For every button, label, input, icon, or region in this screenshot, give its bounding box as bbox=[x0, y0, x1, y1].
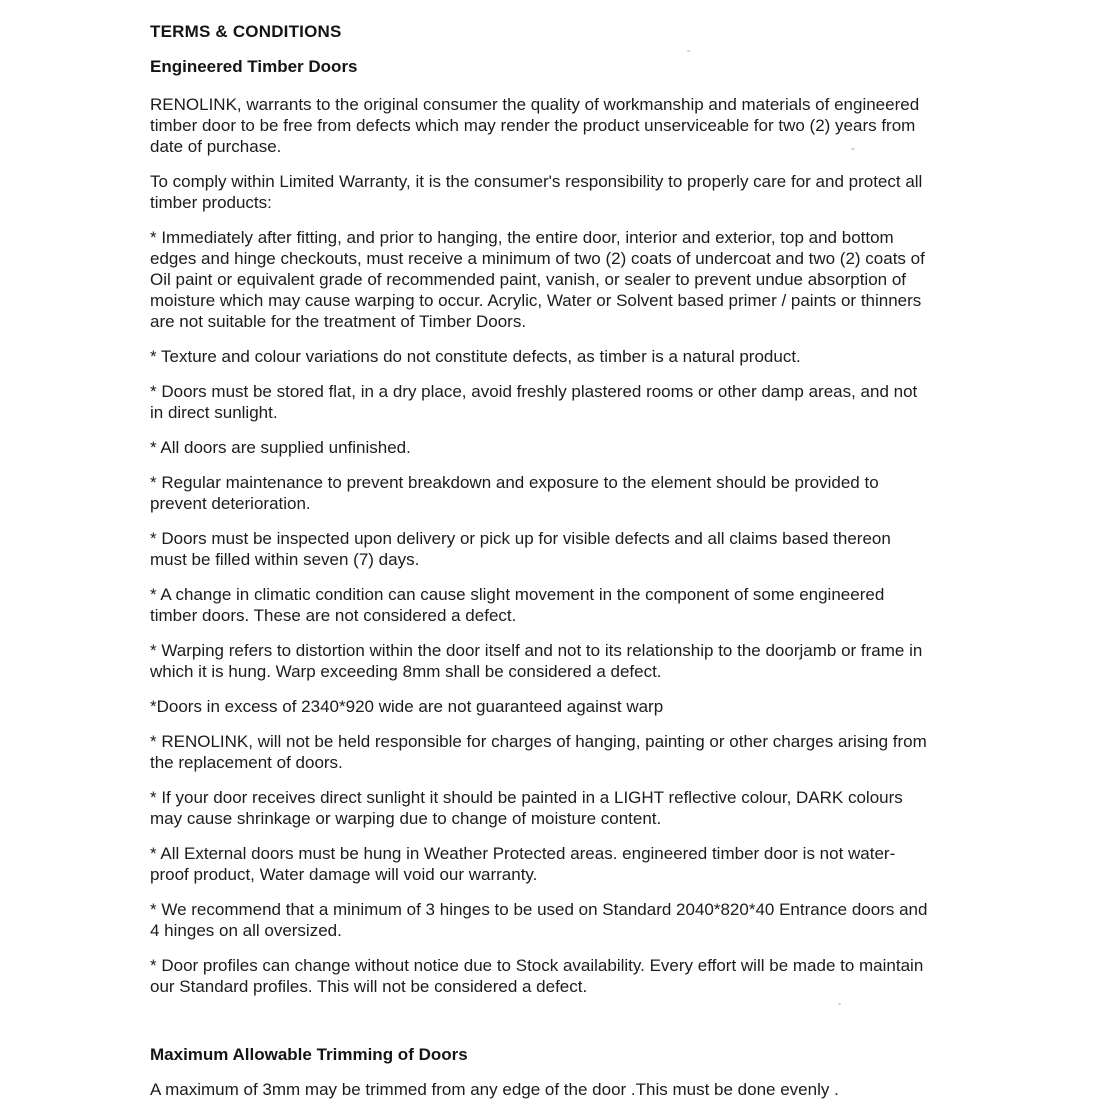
bullet-external-doors-weather: * All External doors must be hung in Weather Protected areas. engineered timber door is not water-proof product, Water damage will void our warranty. bbox=[150, 844, 896, 884]
bullet-regular-maintenance: * Regular maintenance to prevent breakdown and exposure to the element should be provided to prevent deterioration. bbox=[150, 473, 879, 513]
bullet-oversize-warp: *Doors in excess of 2340*920 wide are not guaranteed against warp bbox=[150, 697, 664, 716]
bullet-door-profiles-change: * Door profiles can change without notice due to Stock availability. Every effort will be made to maintain our Standard profiles. This will not be considered a defect. bbox=[150, 956, 924, 996]
paragraph-warranty-intro: RENOLINK, warrants to the original consumer the quality of workmanship and materials of engineered timber door to be free from defects which may render the product unserviceable for two (2) years from date of purchase. bbox=[150, 95, 920, 156]
bullet-stored-flat: * Doors must be stored flat, in a dry place, avoid freshly plastered rooms or other damp areas, and not in direct sunlight. bbox=[150, 382, 918, 422]
trimming-section-heading: Maximum Allowable Trimming of Doors bbox=[150, 1045, 468, 1064]
bullet-direct-sunlight-paint: * If your door receives direct sunlight it should be painted in a LIGHT reflective colour, DARK colours may cause shrinkage or warping due to change of moisture content. bbox=[150, 788, 903, 828]
scan-artifact bbox=[687, 50, 690, 52]
document-title: TERMS & CONDITIONS bbox=[150, 22, 342, 41]
document-subtitle: Engineered Timber Doors bbox=[150, 57, 358, 76]
bullet-warping-definition: * Warping refers to distortion within the door itself and not to its relationship to the doorjamb or frame in which it is hung. Warp exceeding 8mm shall be considered a defect. bbox=[150, 641, 923, 681]
bullet-inspected-on-delivery: * Doors must be inspected upon delivery or pick up for visible defects and all claims based thereon must be filled within seven (7) days. bbox=[150, 529, 891, 569]
trimming-section-body: A maximum of 3mm may be trimmed from any edge of the door .This must be done evenly . bbox=[150, 1080, 839, 1099]
bullet-hinges-recommendation: * We recommend that a minimum of 3 hinges to be used on Standard 2040*820*40 Entrance doors and 4 hinges on all oversized. bbox=[150, 900, 928, 940]
bullet-texture-colour: * Texture and colour variations do not constitute defects, as timber is a natural product. bbox=[150, 347, 801, 366]
document-content bbox=[150, 22, 932, 1114]
paragraph-comply-intro: To comply within Limited Warranty, it is the consumer's responsibility to properly care for and protect all timber products: bbox=[150, 172, 923, 212]
bullet-supplied-unfinished: * All doors are supplied unfinished. bbox=[150, 438, 411, 457]
scan-artifact bbox=[851, 148, 855, 150]
scan-artifact bbox=[838, 1003, 841, 1005]
bullet-not-responsible-charges: * RENOLINK, will not be held responsible for charges of hanging, painting or other charges arising from the replacement of doors. bbox=[150, 732, 927, 772]
bullet-climatic-condition: * A change in climatic condition can cause slight movement in the component of some engineered timber doors. These are not considered a defect. bbox=[150, 585, 885, 625]
bullet-immediately-after-fitting: * Immediately after fitting, and prior to hanging, the entire door, interior and exterior, top and bottom edges and hinge checkouts, must receive a minimum of two (2) coats of undercoat and two (2) coats of Oil paint or equivalent grade of recommended paint, vanish, or sealer to prevent undue absorption of moisture which may cause warping to occur. Acrylic, Water or Solvent based primer / paints or thinners are not suitable for the treatment of Timber Doors. bbox=[150, 228, 925, 331]
